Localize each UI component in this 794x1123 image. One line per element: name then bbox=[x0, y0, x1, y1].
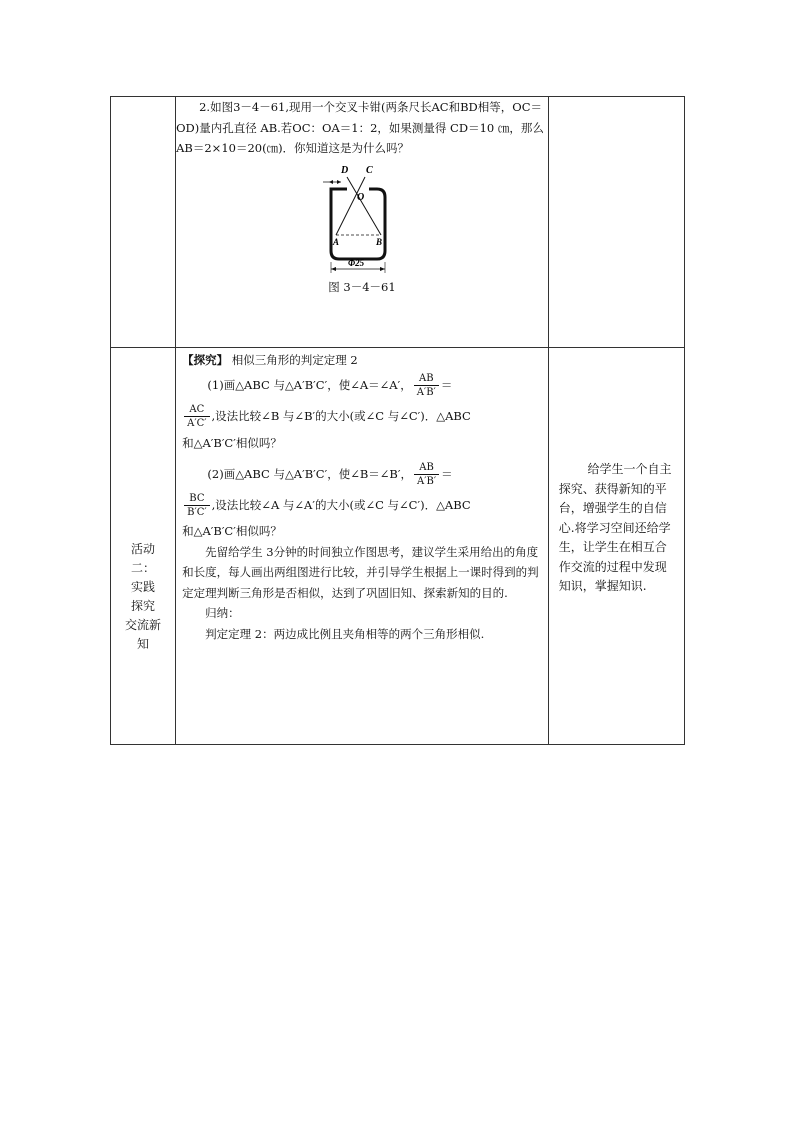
caliper-arm-top bbox=[331, 189, 347, 193]
summary-label: 归纳： bbox=[205, 606, 240, 620]
item-2-line: (2)画△ABC 与△A′B′C′，使∠B＝∠B′， $\frac{AB}{A'B'}$ ＝ bbox=[207, 461, 453, 487]
teacher-guide: 先留给学生 3分钟的时间独立作图思考，建议学生采用给出的角度和长度，每人画出两组图进行比较，并引导学生根据上一课时得到的判定定理判断三角形是否相似，达到了巩固旧知、探索新知的目的. bbox=[182, 544, 539, 600]
item-2-line-2: $\frac{BC}{B'C'}$ ,设法比较∠A 与∠A′的大小(或∠C 与∠C′)．△ABC bbox=[182, 489, 542, 521]
figure-caption: 图 3－4－61 bbox=[328, 279, 396, 294]
activity-label-line: 交流新 bbox=[125, 618, 162, 632]
activity-content-cell bbox=[176, 348, 549, 745]
intent-cell-empty bbox=[548, 97, 684, 348]
label-o: O bbox=[356, 191, 365, 203]
item-2-end: 和△A′B′C′相似吗？ bbox=[182, 524, 282, 538]
activity-label-line: 活动 bbox=[131, 542, 156, 556]
caliper-figure bbox=[317, 163, 407, 275]
item-1-line: (1)画△ABC 与△A′B′C′，使∠A＝∠A′， $\frac{AB}{A'B'}$ ＝ bbox=[207, 373, 453, 398]
activity-label-cell-empty bbox=[111, 97, 176, 348]
problem-2-text: 2.如图3－4－61,现用一个交叉卡钳(两条尺长AC和BD相等，OC＝OD)量内孔直径 AB.若OC：OA＝1：2，如果测量得 CD＝10 ㎝，那么 AB＝2×10＝20(㎝)．你知道这是为什么吗？ bbox=[176, 100, 544, 155]
label-c: C bbox=[365, 164, 373, 176]
activity-label-line: 实践 bbox=[131, 580, 156, 594]
activity-label-line: 探究 bbox=[131, 599, 156, 613]
fraction: $\frac{BC}{B'C'}$ bbox=[184, 492, 210, 519]
explore-heading bbox=[182, 350, 542, 371]
fraction: $\frac{AB}{A'B'}$ bbox=[414, 461, 439, 488]
label-d: D bbox=[340, 164, 349, 176]
design-intent: 给学生一个自主探究、获得新知的平台，增强学生的自信心.将学习空间还给学生，让学生在相互合作交流的过程中发现知识，掌握知识. bbox=[558, 462, 672, 593]
explore-tag: 【探究】 bbox=[182, 353, 229, 367]
activity-label-cell bbox=[111, 348, 176, 745]
fraction: $\frac{AC}{A'C'}$ bbox=[184, 403, 209, 430]
arm-ac bbox=[336, 177, 365, 235]
label-a: A bbox=[332, 236, 339, 247]
item-1-line-2: $\frac{AC}{A'C'}$ ,设法比较∠B 与∠B′的大小(或∠C 与∠C′)．△ABC bbox=[182, 401, 542, 433]
label-diameter: Φ25 bbox=[347, 257, 365, 268]
theorem-2: 判定定理 2：两边成比例且夹角相等的两个三角形相似. bbox=[205, 626, 485, 641]
activity-label-line: 二： bbox=[131, 561, 156, 575]
activity-label-line: 知 bbox=[137, 637, 150, 651]
item-1-end: 和△A′B′C′相似吗？ bbox=[182, 435, 282, 450]
explore-title: 相似三角形的判定定理 2 bbox=[231, 353, 358, 367]
label-b: B bbox=[375, 236, 382, 247]
fraction: $\frac{AB}{A'B'}$ bbox=[414, 372, 439, 399]
problem-cell bbox=[176, 97, 549, 348]
lesson-plan-table bbox=[110, 96, 685, 745]
table-row bbox=[111, 97, 685, 348]
table-row bbox=[111, 348, 685, 745]
arm-bd bbox=[347, 177, 381, 235]
intent-cell bbox=[548, 348, 684, 745]
